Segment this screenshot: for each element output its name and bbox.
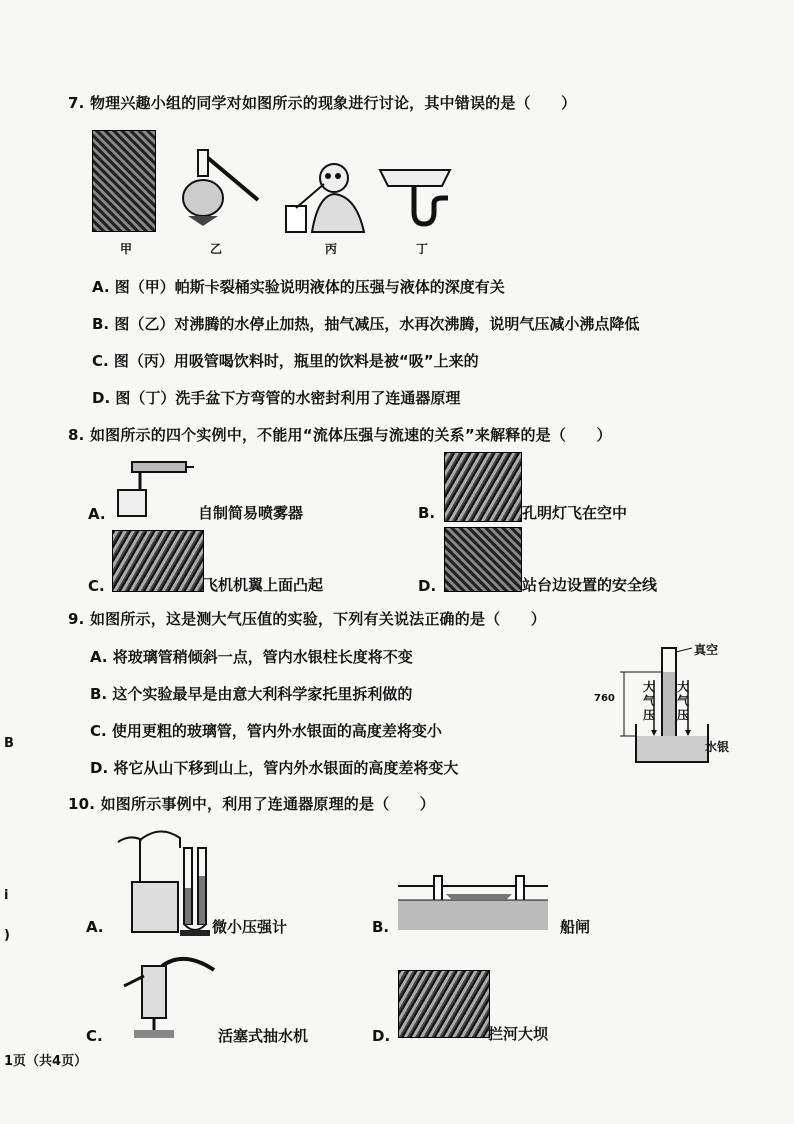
q9-pressure-right-char: 大 [677, 680, 690, 694]
q7-label-bing: 丙 [325, 242, 338, 256]
q9-pressure-right [677, 680, 689, 722]
q7-option-a: A. 图（甲）帕斯卡裂桶实验说明液体的压强与液体的深度有关 [92, 278, 505, 296]
q10-stem: 10. 如图所示事例中，利用了连通器原理的是（ ） [68, 795, 435, 813]
q8-figure-d [444, 527, 522, 592]
q8-option-d-letter: D. [418, 577, 437, 595]
q7-option-d: D. 图（丁）洗手盆下方弯管的水密封利用了连通器原理 [92, 389, 461, 407]
q10-figure-a [110, 828, 220, 938]
q9-option-a: A. 将玻璃管稍倾斜一点，管内水银柱长度将不变 [90, 648, 413, 666]
q9-pressure-left-char: 压 [643, 708, 656, 722]
q9-option-d: D. 将它从山下移到山上，管内外水银面的高度差将变大 [90, 759, 459, 777]
q7-stem: 7. 物理兴趣小组的同学对如图所示的现象进行讨论，其中错误的是（ ） [68, 94, 577, 112]
q10-option-b-label: 船闸 [560, 918, 591, 936]
q9-vacuum-label: 真空 [694, 643, 719, 657]
q8-figure-a [110, 458, 194, 520]
q10-option-c-label: 活塞式抽水机 [218, 1027, 309, 1045]
q9-pressure-left [643, 680, 655, 722]
q8-option-d-label: 站台边设置的安全线 [522, 576, 658, 594]
margin-mark-1: i [4, 888, 9, 903]
q9-pressure-right-char: 气 [677, 694, 690, 708]
q10-option-c-letter: C. [86, 1027, 103, 1045]
q7-figure-ding [378, 168, 458, 232]
q10-option-d-letter: D. [372, 1027, 391, 1045]
page-footer: 1页（共4页） [4, 1054, 88, 1069]
q8-stem: 8. 如图所示的四个实例中，不能用“流体压强与流速的关系”来解释的是（ ） [68, 426, 612, 444]
margin-mark-2: ) [4, 928, 10, 943]
q7-label-jia: 甲 [120, 242, 133, 256]
q7-option-b: B. 图（乙）对沸腾的水停止加热，抽气减压，水再次沸腾，说明气压减小沸点降低 [92, 315, 640, 333]
q10-figure-d [398, 970, 490, 1038]
q10-figure-b [398, 872, 548, 934]
q9-option-c: C. 使用更粗的玻璃管，管内外水银面的高度差将变小 [90, 722, 442, 740]
q8-option-c-label: 飞机机翼上面凸起 [203, 576, 324, 594]
q9-option-b: B. 这个实验最早是由意大利科学家托里拆利做的 [90, 685, 413, 703]
q8-option-a-label: 自制简易喷雾器 [198, 504, 304, 522]
q7-label-yi: 乙 [210, 242, 223, 256]
q8-option-a-letter: A. [88, 505, 106, 523]
q10-figure-c [114, 956, 224, 1042]
q7-figure-jia [92, 130, 156, 232]
q9-pressure-left-char: 气 [643, 694, 656, 708]
q10-option-a-label: 微小压强计 [212, 918, 288, 936]
q9-pressure-right-char: 压 [677, 708, 690, 722]
q8-option-b-label: 孔明灯飞在空中 [522, 504, 628, 522]
q10-option-d-label: 拦河大坝 [488, 1025, 549, 1043]
q8-figure-c [112, 530, 204, 592]
q7-option-c: C. 图（丙）用吸管喝饮料时，瓶里的饮料是被“吸”上来的 [92, 352, 479, 370]
q8-figure-b [444, 452, 522, 522]
q8-option-c-letter: C. [88, 577, 105, 595]
q9-pressure-left-char: 大 [643, 680, 656, 694]
q7-figure-bing [282, 160, 372, 235]
q7-label-ding: 丁 [416, 242, 429, 256]
q9-height-label: 760 [594, 693, 615, 704]
margin-letter-b: B [4, 736, 14, 751]
q8-option-b-letter: B. [418, 504, 436, 522]
q7-figure-yi [180, 150, 270, 230]
q9-stem: 9. 如图所示，这是测大气压值的实验，下列有关说法正确的是（ ） [68, 610, 546, 628]
q9-mercury-label: 水银 [705, 740, 730, 754]
q10-option-b-letter: B. [372, 918, 390, 936]
q10-option-a-letter: A. [86, 918, 104, 936]
